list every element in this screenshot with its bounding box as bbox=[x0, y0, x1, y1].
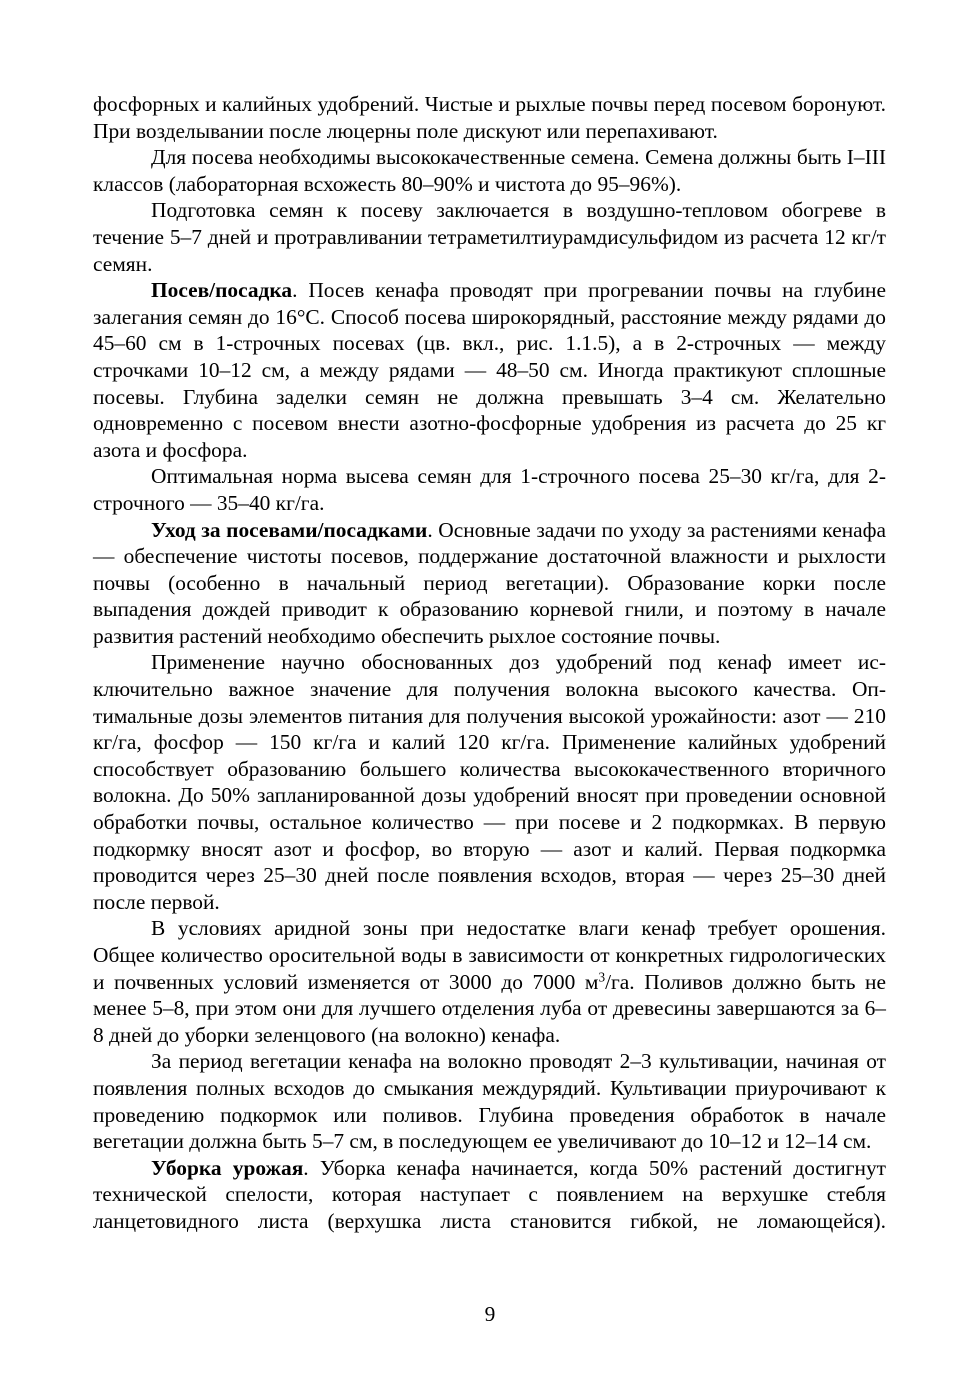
paragraph-fertilizers: Применение научно обоснованных доз удобрений под кенаф имеет исключительно важное значение для получения волокна высокого качества. Оптимальные дозы элементов питания для получения высокой урожайности: азот — 210 кг/га, фосфор — 150 кг/га и калий 120 кг/га. Применение калийных удобрений способствует образованию большего количества высококачественного вторичного волокна. До 50% запланированной дозы удобрений вносят при проведении основной обработки почвы, остальное количество — при посеве и 2 подкормках. В первую подкормку вносят азот и фосфор, во вторую — азот и калий. Первая подкормка проводится через 25–30 дней после появления всходов, вторая — через 25–30 дней после первой. bbox=[93, 650, 886, 914]
paragraph-irrigation bbox=[93, 915, 886, 1048]
paragraph-seed-quality: Для посева необходимы высококачественные семена. Семена должны быть I–III классов (лабораторная всхожесть 80–90% и чистота до 95–96%). bbox=[93, 145, 886, 196]
paragraph-harvest-text: . Уборка кенафа начинается, когда 50% растений достигнут технической спелости, которая наступает с появлением на верхушке стебля ланцетовидного листа (верхушка листа становится гибкой, не ломающейся). bbox=[93, 1155, 886, 1233]
paragraph-seeding-rate: Оптимальная норма высева семян для 1-строчного посева 25–30 кг/га, для 2-строчного — 35–40 кг/га. bbox=[93, 464, 886, 515]
paragraph-cultivation: За период вегетации кенафа на волокно проводят 2–3 культивации, начиная от появления полных всходов до смыкания междурядий. Культивации приурочивают к проведению подкормок или поливов. Глубина проведения обработок в начале вегетации должна быть 5–7 см, в последующем ее увеличивают до 10–12 и 12–14 см. bbox=[93, 1049, 886, 1154]
paragraph-irrigation-text-2: /га. Поливов должно быть не менее 5–8, при этом они для лучшего отделения луба от древесины завершаются за 6–8 дней до уборки зеленцового (на волокно) кенафа. bbox=[93, 969, 886, 1047]
paragraph-sowing bbox=[93, 277, 886, 463]
paragraph-harvest bbox=[93, 1155, 886, 1235]
paragraph-crop-care bbox=[93, 517, 886, 650]
heading-crop-care: Уход за посевами/посадками bbox=[151, 517, 428, 542]
heading-harvest: Уборка урожая bbox=[151, 1155, 304, 1180]
paragraph-irrigation-text-1: В условиях аридной зоны при недостатке влаги кенаф требует орошения. Общее количество оросительной воды в зависимости от конкретных гидрологических и почвенных условий изменяется от 3000 до 7000 м bbox=[93, 916, 886, 994]
superscript-cubic: 3 bbox=[598, 969, 606, 985]
paragraph-crop-care-text: . Основные задачи по уходу за растениями кенафа — обеспечение чистоты посевов, поддержание достаточной влажности и рыхлости почвы (особенно в начальный период вегетации). Образование корки после выпадения дождей приводит к образованию корневой гнили, и поэтому в начале развития растений необходимо обеспечить рыхлое состояние почвы. bbox=[93, 517, 886, 648]
page-body bbox=[93, 91, 886, 1235]
paragraph-soil-prep: фосфорных и калийных удобрений. Чистые и рыхлые почвы перед посевом боронуют. При возделывании после люцерны поле дискуют или перепахивают. bbox=[93, 92, 886, 143]
page-number: 9 bbox=[484, 1302, 496, 1326]
heading-sowing: Посев/посадка bbox=[151, 278, 293, 303]
paragraph-sowing-text: . Посев кенафа проводят при прогревании почвы на глубине залегания семян до 16°С. Способ посева широкорядный, расстояние между рядами до 45–60 см в 1-строчных посевах (цв. вкл., рис. 1.1.5), а в 2-строчных — между строчками 10–12 см, а между рядами — 48–50 см. Иногда практикуют сплошные посевы. Глубина заделки семян не должна превышать 3–4 см. Желательно одновременно с посевом внести азотно-фосфорные удобрения из расчета до 25 кг азота и фосфора. bbox=[93, 278, 886, 462]
paragraph-seed-treatment: Подготовка семян к посеву заключается в воздушно-тепловом обогреве в течение 5–7 дней и протравливании тетраметилтиурамдисульфидом из расчета 12 кг/т семян. bbox=[93, 198, 886, 276]
